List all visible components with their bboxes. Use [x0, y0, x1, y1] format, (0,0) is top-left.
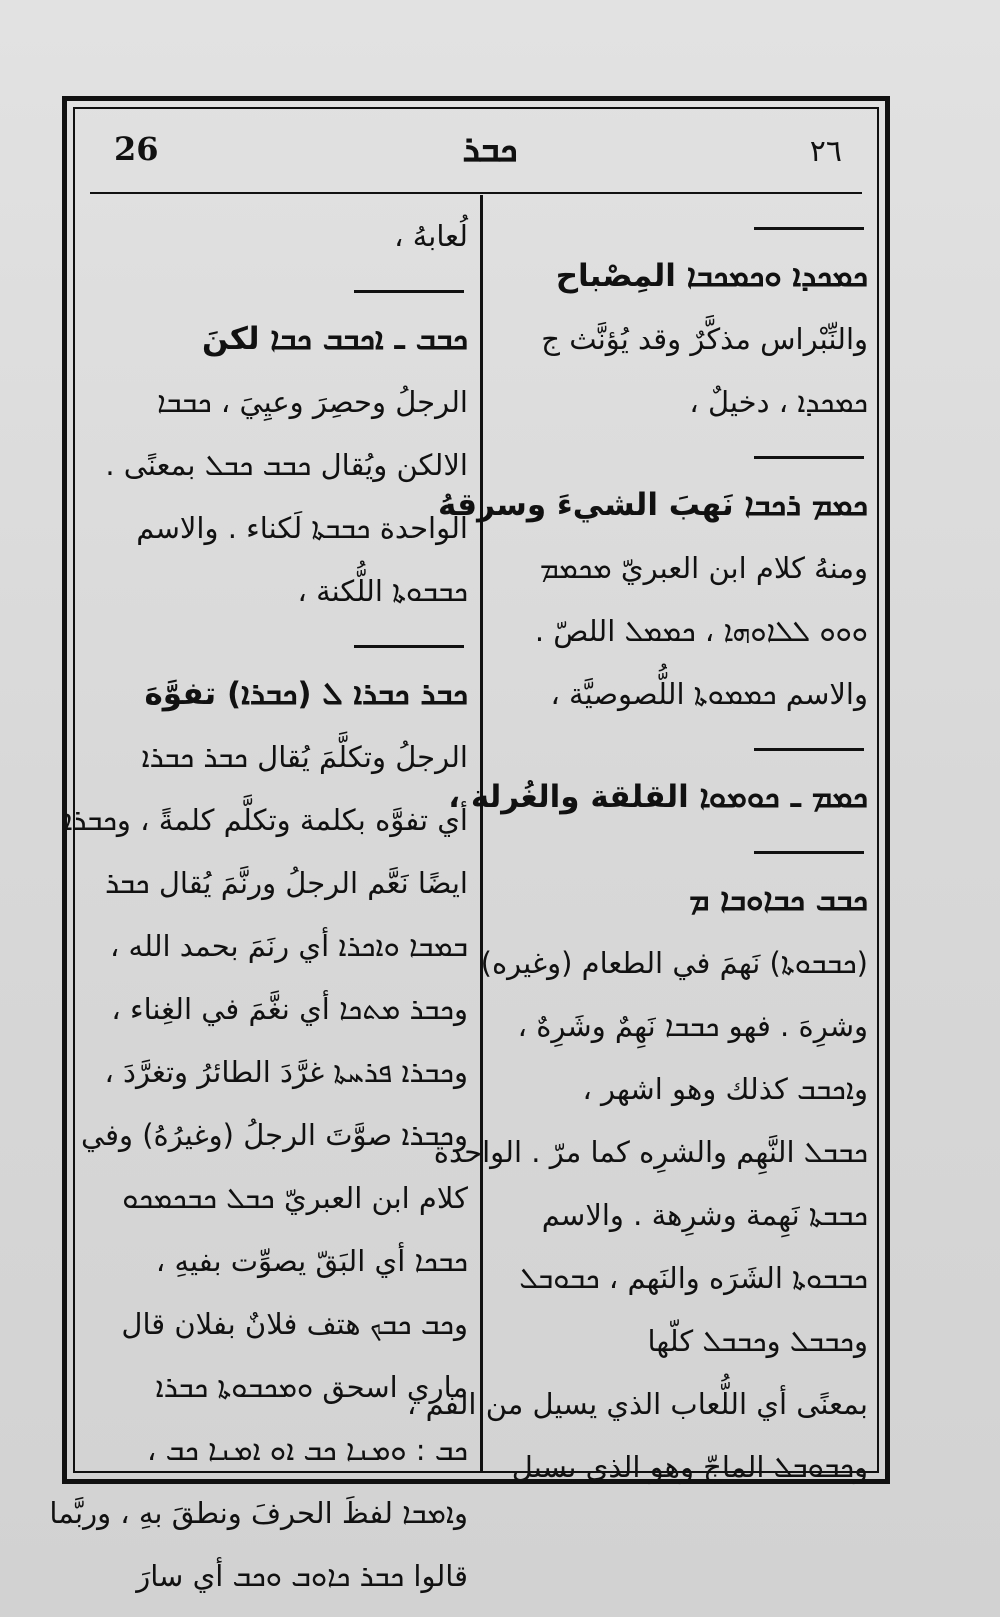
text-line: ܘܘܘ ܠܠܐܘܗܐ ، ܟܡܡܠ اللصّ .: [534, 614, 868, 648]
text-line: والاسم ܟܡܡܘܬܐ اللُّصوصيَّة ،: [550, 677, 868, 711]
text-line: كلام ابن العبريّ ܟܒܠ ܟܒܟܡܟܘ: [122, 1181, 468, 1215]
text-line: ܟܡܟܕܐ ، دخيلٌ ،: [689, 385, 868, 419]
text-line: وܐܟܒܒ كذلك وهو اشهر ،: [582, 1072, 868, 1106]
entry-headword-line: ܟܒܒ ܟܒܐܘܒܐ ܡ: [689, 882, 868, 918]
entry-headword-line: ܟܡܡ ـ ܟܘܡܘܐ القلقة والغُرلة ،: [448, 779, 868, 815]
entry-headword-line: ܟܒܒ ـ ܐܟܒܒ ܟܒܐ لكنَ: [201, 321, 468, 357]
text-line: الرجلُ وحصِرَ وعيِيَ ، ܟܒܒܐ: [157, 385, 468, 419]
separator-bar: [754, 748, 864, 751]
separator-bar: [754, 851, 864, 854]
separator-bar: [754, 456, 864, 459]
text-line: والنِّبْراس مذكَّرٌ وقد يُؤنَّث ج: [541, 322, 868, 356]
text-line: قالوا ܟܒܪ ܟܐܘܒ ܘܟܒ أي سارَ: [136, 1559, 468, 1593]
text-line: ܟܒܟܐ أي البَقّ يصوِّت بفيهِ ،: [155, 1244, 468, 1278]
text-line: بمعنًى أي اللُّعاب الذي يسيل من الفم ،: [407, 1387, 868, 1421]
text-line: ايضًا نَعَّم الرجلُ ورنَّمَ يُقال ܟܒܪ: [105, 866, 468, 900]
entry-headword-line: ܟܒܪ ܟܒܪܐ ܠ (ܟܒܪܐ) تفوَّهَ: [144, 676, 468, 712]
entry-separator-rule: [490, 726, 868, 766]
entry-separator-rule: [490, 829, 868, 869]
text-line: الواحدة ܟܒܒܬܐ لَكناء . والاسم: [136, 511, 468, 545]
text-line: ܟܒ : ܘܡܢܐ ܟܒ ܐܘ ܐܡܢܐ ܟܒ ،: [147, 1433, 468, 1467]
text-line: ܒܡܒܐ ܘܐܟܪܐ أي رنَمَ بحمد الله ،: [109, 929, 468, 963]
column-divider: [480, 195, 483, 1473]
text-line: وܟܒܘܒܠ الماجّ وهو الذي يسيل: [511, 1450, 868, 1484]
page-number-latin: 26: [114, 130, 159, 168]
entry-separator-rule: [90, 268, 468, 308]
text-line: ܟܒܒܘܬܐ اللُّكنة ،: [297, 574, 468, 608]
running-head-word: ܟܒܪ: [462, 128, 518, 170]
text-line: وܟܒ ܟܒܟ هتف فلانٌ بفلان قال: [121, 1307, 468, 1341]
left-column: [49, 205, 468, 1593]
text-line: وܐܡܒܐ لفظَ الحرفَ ونطقَ بهِ ، وربَّما: [49, 1496, 468, 1530]
text-line: وشرِهَ . فهو ܟܒܒܐ نَهِمٌ وشَرِهٌ ،: [517, 1009, 868, 1043]
separator-bar: [354, 645, 464, 648]
text-line: الرجلُ وتكلَّمَ يُقال ܟܒܪ ܟܒܪܐ: [141, 740, 468, 774]
text-line: لُعابهُ ،: [394, 219, 468, 253]
text-line: وܟܒܒܠ وܟܒܒܠ كلّها: [647, 1324, 868, 1358]
header-rule: [90, 192, 862, 194]
text-line: ومنهُ كلام ابن العبريّ ܡܟܡܡ: [539, 551, 868, 585]
text-line: وܟܒܪܐ ܦܪܚܬܐ غرَّدَ الطائرُ وتغرَّدَ ،: [104, 1055, 468, 1089]
page-header: [90, 120, 860, 190]
page-number-arabic: ٢٦: [809, 134, 842, 169]
entry-separator-rule: [490, 434, 868, 474]
separator-bar: [354, 290, 464, 293]
text-line: ܟܒܒܬܐ نَهِمة وشرِهة . والاسم: [541, 1198, 868, 1232]
text-line: وܟܒܪܐ صوَّتَ الرجلُ (وغيرُهُ) وفي: [80, 1118, 468, 1152]
text-line: ܟܒܒܘܬܐ الشَرَه والنَهم ، ܟܒܘܒܠ: [519, 1261, 868, 1295]
text-line: ماري اسحق ܘܡܟܒܘܬܐ ܟܒܪܐ: [155, 1370, 468, 1404]
text-line: وܟܒܪ ܡܬܟܐ أي نغَّمَ في الغِناء ،: [111, 992, 468, 1026]
entry-separator-rule: [490, 205, 868, 245]
separator-bar: [754, 227, 864, 230]
entry-separator-rule: [90, 623, 468, 663]
text-line: (ܟܒܒܘܬܐ) نَهمَ في الطعام (وغيره): [480, 946, 868, 980]
text-line: الالكن ويُقال ܟܒܒ ܟܒܠ بمعنًى .: [105, 448, 468, 482]
entry-headword-line: ܟܡܟܕܐ ܘܟܡܟܒܐ المِصْباح: [555, 258, 868, 294]
text-line: ܟܒܒܠ النَّهِم والشرِه كما مرّ . الواحدة: [433, 1135, 868, 1169]
text-line: أي تفوَّه بكلمة وتكلَّم كلمةً ، وܟܒܪܐ: [64, 803, 468, 837]
entry-headword-line: ܟܡܡ ܪܟܒܐ نَهبَ الشيءَ وسرقهُ: [438, 487, 868, 523]
